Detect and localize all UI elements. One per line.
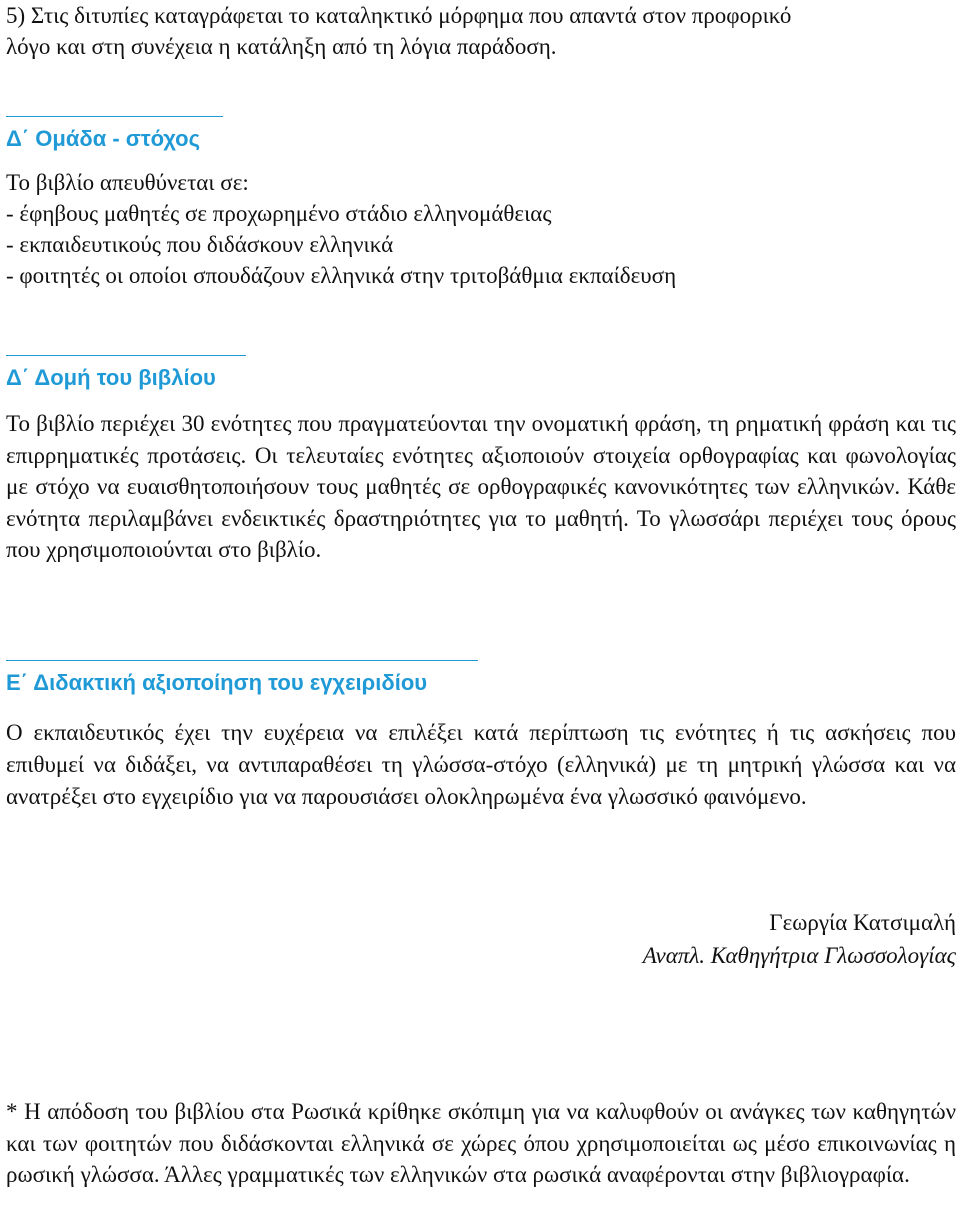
footnote-paragraph: * Η απόδοση του βιβλίου στα Ρωσικά κρίθηκε σκόπιμη για να καλυφθούν οι ανάγκες των καθηγητών και των φοιτητών που διδάσκονται ελληνικά σε χώρες όπου χρησιμοποιείται ως μέσο επικοινωνίας η ρωσική γλώσσα. Άλλες γραμματικές των ελληνικών στα ρωσικά αναφέρονται στην βιβλιογραφία. xyxy=(6,1099,956,1187)
item-5-line-1: 5) Στις διτυπίες καταγράφεται το καταληκτικό μόρφημα που απαντά στον προφορικό xyxy=(6,3,792,28)
target-group-item: - εκπαιδευτικούς που διδάσκουν ελληνικά xyxy=(6,232,394,257)
heading-rule xyxy=(6,660,478,661)
structure-heading: Δ΄ Δομή του βιβλίου xyxy=(6,365,216,390)
structure-section xyxy=(6,355,956,566)
item-5-line-2: λόγο και στη συνέχεια η κατάληξη από τη λόγια παράδοση. xyxy=(6,34,557,59)
target-group-heading: Δ΄ Ομάδα - στόχος xyxy=(6,126,201,151)
target-group-item: - φοιτητές οι οποίοι σπουδάζουν ελληνικά στην τριτοβάθμια εκπαίδευση xyxy=(6,263,677,288)
item-5-paragraph xyxy=(6,0,956,62)
didactic-section xyxy=(6,660,956,813)
structure-paragraph: Το βιβλίο περιέχει 30 ενότητες που πραγματεύονται την ονοματική φράση, τη ρηματική φράση και τις επιρρηματικές προτάσεις. Οι τελευταίες ενότητες αξιοποιούν στοιχεία ορθογραφίας και φωνολογίας με στόχο να ευαισθητοποιήσουν τους μαθητές σε ορθογραφικές κανονικότητες των ελληνικών. Κάθε ενότητα περιλαμβάνει ενδεικτικές δραστηριότητες για το μαθητή. Το γλωσσάρι περιέχει τους όρους που χρησιμοποιούνται στο βιβλίο. xyxy=(6,411,956,562)
signature-title: Αναπλ. Καθηγήτρια Γλωσσολογίας xyxy=(642,943,956,968)
target-group-section xyxy=(6,116,956,291)
heading-rule xyxy=(6,355,246,356)
didactic-heading: Ε΄ Διδακτική αξιοποίηση του εγχειριδίου xyxy=(6,670,428,695)
didactic-paragraph: Ο εκπαιδευτικός έχει την ευχέρεια να επιλέξει κατά περίπτωση τις ενότητες ή τις ασκήσεις που επιθυμεί να διδάξει, να αντιπαραθέσει τη γλώσσα-στόχο (ελληνικά) με τη μητρική γλώσσα και να ανατρέξει στο εγχειρίδιο για να παρουσιάσει ολοκληρωμένα ένα γλωσσικό φαινόμενο. xyxy=(6,720,956,809)
signature-name: Γεωργία Κατσιμαλή xyxy=(769,910,956,935)
target-group-intro: Το βιβλίο απευθύνεται σε: xyxy=(6,170,249,195)
footnote-section xyxy=(6,1096,956,1191)
heading-rule xyxy=(6,116,223,117)
signature-block xyxy=(643,906,956,972)
target-group-item: - έφηβους μαθητές σε προχωρημένο στάδιο ελληνομάθειας xyxy=(6,201,552,226)
